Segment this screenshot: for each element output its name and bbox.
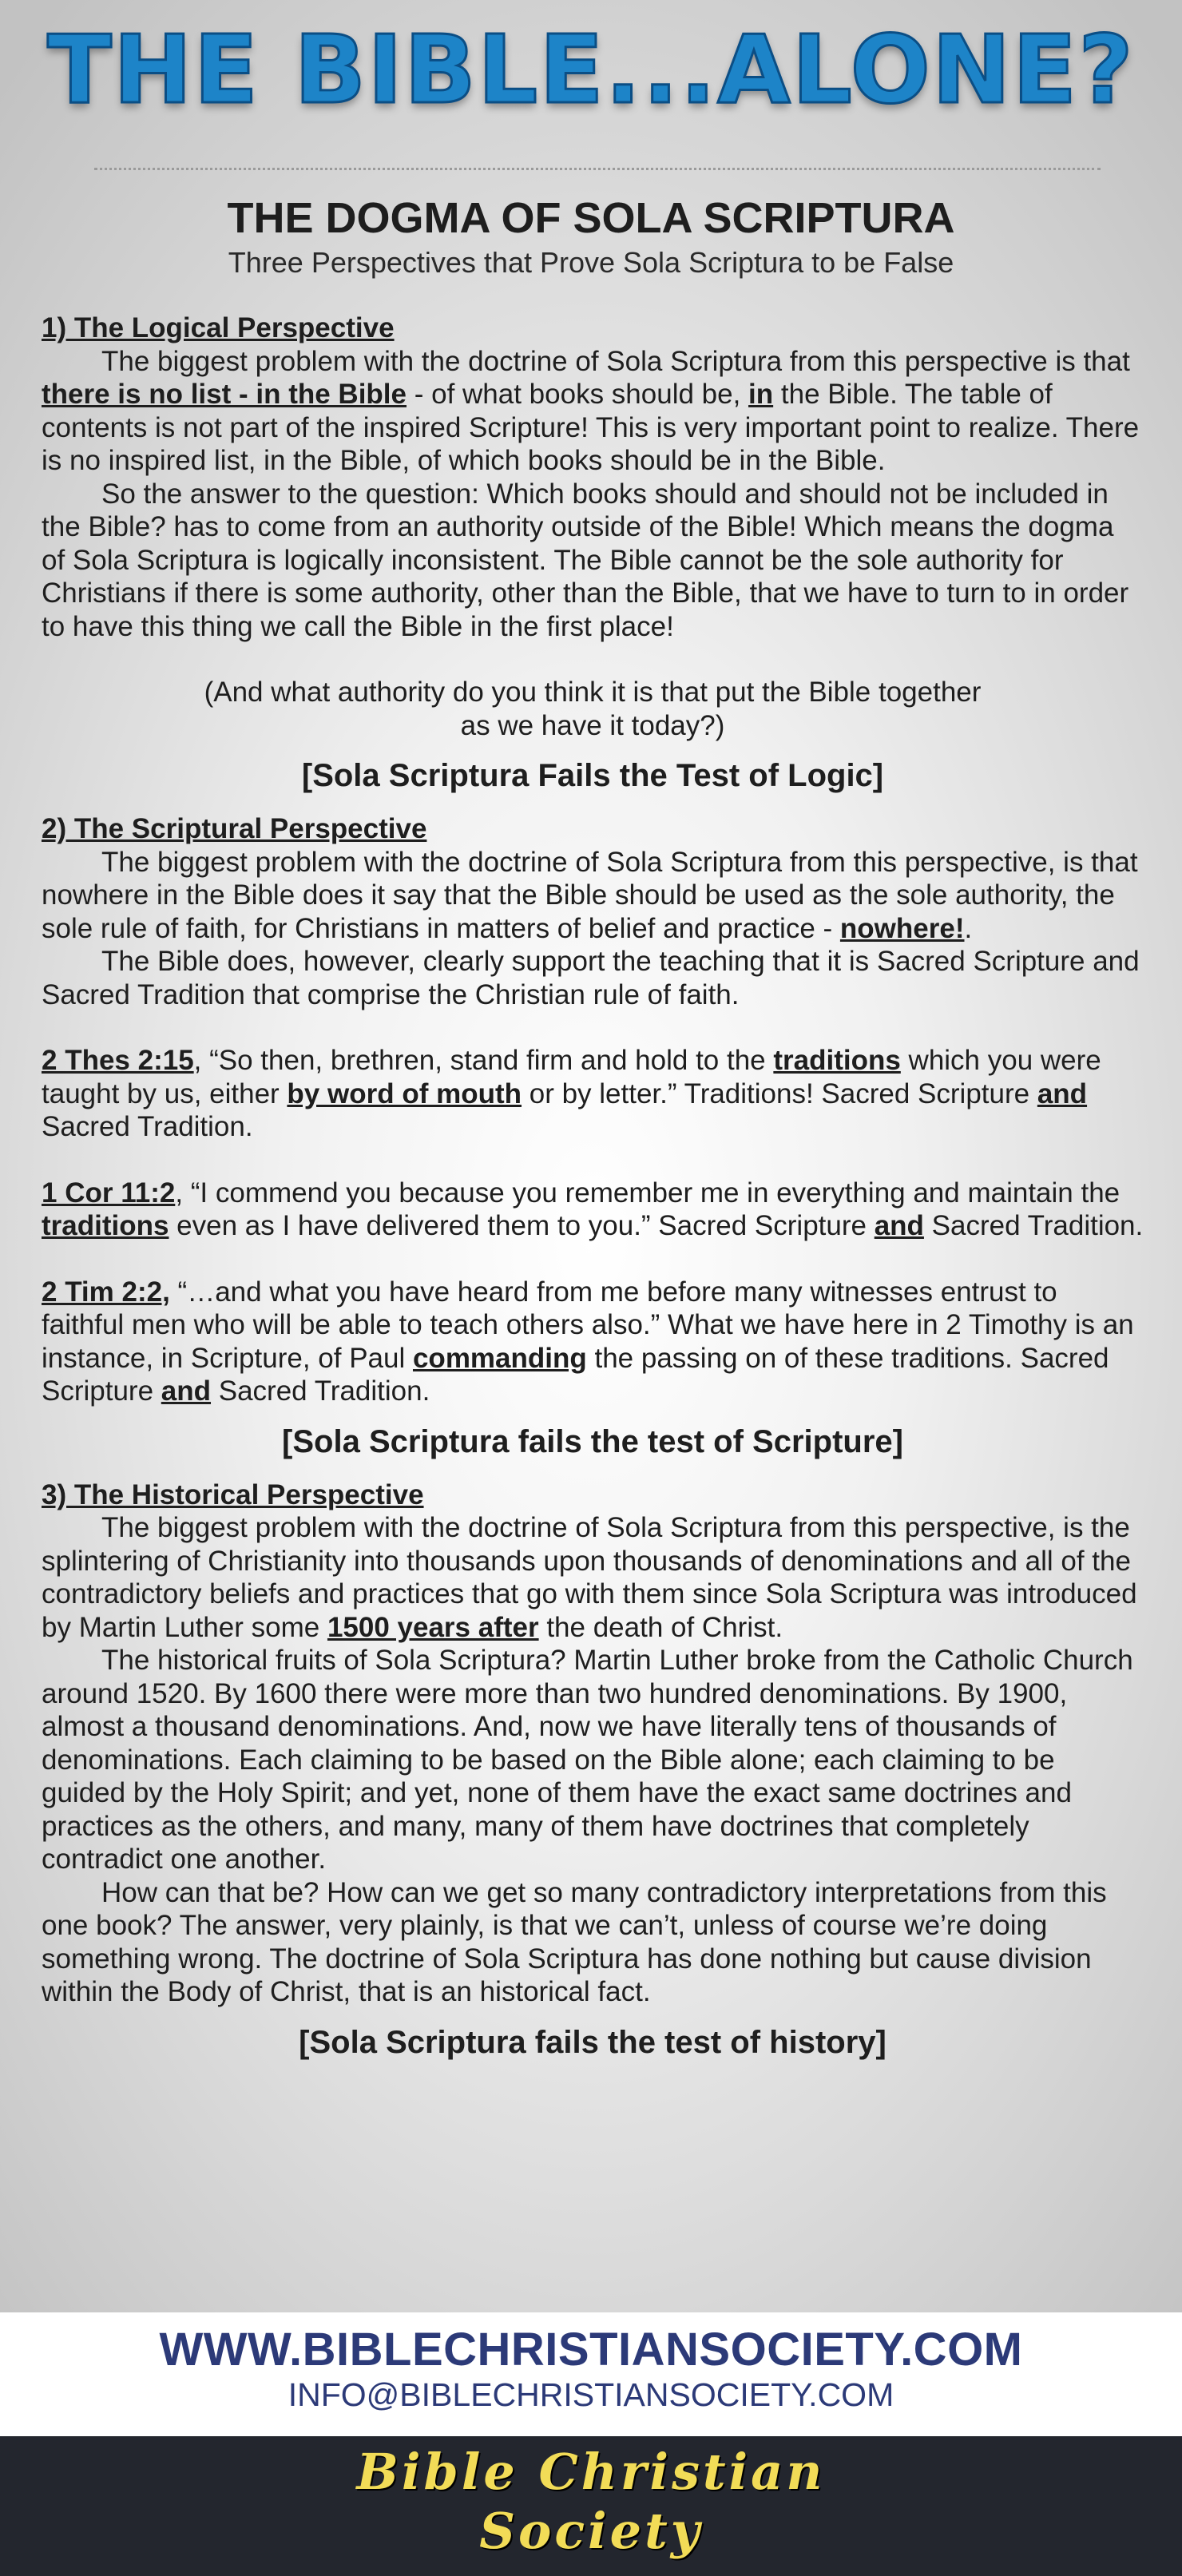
verse-2-tim bbox=[42, 1276, 1144, 1408]
emphasis: by word of mouth bbox=[287, 1078, 522, 1109]
rhetorical-question-line-1: (And what authority do you think it is that put the Bible together bbox=[204, 677, 982, 708]
text: the passing on of these traditions. Sacred Scripture bbox=[42, 1342, 1109, 1407]
emphasis: and bbox=[1037, 1078, 1088, 1109]
section-2-heading bbox=[42, 812, 1144, 846]
page-title: THE DOGMA OF SOLA SCRIPTURA bbox=[227, 194, 955, 242]
rhetorical-question-line-2: as we have it today?) bbox=[460, 709, 725, 741]
section-1-heading bbox=[42, 312, 1144, 345]
verse-2-thes bbox=[42, 1044, 1144, 1144]
text: Sacred Tradition. bbox=[42, 1111, 253, 1142]
text: The biggest problem with the doctrine of Sola Scriptura from this perspective is that bbox=[101, 345, 1130, 377]
article-body bbox=[42, 312, 1144, 2079]
section-heading: 2) The Scriptural Perspective bbox=[42, 813, 427, 844]
section-1-paragraph-2: So the answer to the question: Which books should and should not be included in the Bible? has to come from an authority outside of the Bible! Which means the dogma of Sola Scriptura is logically inconsistent. The Bible cannot be the sole authority for Christians if there is some authority, other than the Bible, that we have to turn to in order to have this thing we call the Bible in the first place! bbox=[42, 478, 1129, 642]
verse-reference: 2 Thes 2:15 bbox=[42, 1045, 194, 1076]
section-heading: 3) The Historical Perspective bbox=[42, 1479, 424, 1510]
section-3-paragraph-1 bbox=[42, 1511, 1144, 1644]
text: , “So then, brethren, stand firm and hold to the bbox=[193, 1045, 774, 1076]
text: the Bible. The table of contents is not part of the inspired Scripture! This is very important point to realize. There is no inspired list, in the Bible, of which books should be in the Bible. bbox=[42, 379, 1140, 476]
section-2-paragraph-2: The Bible does, however, clearly support the teaching that it is Sacred Scripture and Sacred Tradition that comprise the Christian rule of faith. bbox=[42, 946, 1140, 1010]
verse-reference: 2 Tim 2:2, bbox=[42, 1276, 170, 1308]
page-subtitle: Three Perspectives that Prove Sola Scriptura to be False bbox=[228, 246, 954, 279]
emphasis: nowhere! bbox=[839, 912, 965, 944]
spacer bbox=[42, 643, 1144, 676]
emphasis: and bbox=[161, 1375, 212, 1407]
text: the death of Christ. bbox=[538, 1611, 783, 1643]
spacer bbox=[42, 1144, 1144, 1177]
logo-line-1: Bible Christian bbox=[356, 2443, 826, 2501]
logo-line-2: Society bbox=[479, 2502, 703, 2560]
text: The biggest problem with the doctrine of Sola Scriptura from this perspective, is the splintering of Christianity into thousands upon thousands of denominations and all of the contradictory beliefs and practices that go with them since Sola Scriptura was introduced by Martin Luther some bbox=[42, 1512, 1137, 1643]
section-3-verdict: [Sola Scriptura fails the test of history] bbox=[299, 2024, 886, 2060]
section-1-verdict: [Sola Scriptura Fails the Test of Logic] bbox=[301, 758, 884, 793]
dotted-divider bbox=[94, 168, 1101, 170]
section-3-paragraph-2: The historical fruits of Sola Scriptura? Martin Luther broke from the Catholic Church around 1520. By 1600 there were more than two hundred denominations. By 1900, almost a thousand denominations. And, now we have literally tens of thousands of denominations. Each claiming to be based on the Bible alone; each claiming to be guided by the Holy Spirit; and yet, none of them have the exact same doctrines and practices as the others, and many, many of them have doctrines that completely contradict one another. bbox=[42, 1645, 1133, 1875]
emphasis: and bbox=[874, 1210, 924, 1241]
logo-footer bbox=[0, 2436, 1182, 2576]
spacer bbox=[42, 1011, 1144, 1044]
text: The biggest problem with the doctrine of Sola Scriptura from this perspective, is that nowhere in the Bible does it say that the Bible should be used as the sole authority, the sole rule of faith, for Christians in matters of belief and practice - bbox=[42, 846, 1138, 944]
text: or by letter.” Traditions! Sacred Scripture bbox=[522, 1078, 1037, 1109]
section-heading: 1) The Logical Perspective bbox=[42, 312, 395, 343]
banner bbox=[0, 0, 1182, 160]
section-2-verdict: [Sola Scriptura fails the test of Scripture] bbox=[282, 1423, 903, 1459]
spacer bbox=[42, 1243, 1144, 1276]
text: , “I commend you because you remember me in everything and maintain the bbox=[175, 1177, 1121, 1209]
emphasis: in bbox=[748, 379, 774, 410]
verse-reference: 1 Cor 11:2 bbox=[42, 1177, 176, 1209]
emphasis: there is no list - in the Bible bbox=[42, 379, 407, 410]
text: even as I have delivered them to you.” Sacred Scripture bbox=[169, 1210, 875, 1241]
emphasis: traditions bbox=[773, 1045, 901, 1076]
section-3-heading bbox=[42, 1479, 1144, 1512]
text: which you were taught by us, either bbox=[42, 1045, 1101, 1109]
text: Sacred Tradition. bbox=[923, 1210, 1144, 1241]
banner-title: THE BIBLE...ALONE? bbox=[47, 14, 1135, 125]
emphasis: commanding bbox=[412, 1342, 587, 1374]
website-link[interactable]: WWW.BIBLECHRISTIANSOCIETY.COM bbox=[159, 2324, 1023, 2376]
emphasis: 1500 years after bbox=[327, 1611, 539, 1643]
section-2-paragraph-1 bbox=[42, 846, 1144, 946]
section-3-paragraph-3: How can that be? How can we get so many contradictory interpretations from this one book? The answer, very plainly, is that we can’t, unless of course we’re doing something wrong. The doctrine of Sola Scriptura has done nothing but cause division within the Body of Christ, that is an historical fact. bbox=[42, 1876, 1107, 2007]
text: Sacred Tradition. bbox=[211, 1375, 430, 1407]
verse-1-cor bbox=[42, 1177, 1144, 1243]
text: “…and what you have heard from me before many witnesses entrust to faithful men who will be able to teach others also.” What we have here in 2 Timothy is an instance, in Scripture, of Paul bbox=[42, 1276, 1134, 1374]
section-1-paragraph-1 bbox=[42, 345, 1144, 478]
text: . bbox=[964, 912, 973, 944]
email-link[interactable]: INFO@BIBLECHRISTIANSOCIETY.COM bbox=[288, 2376, 894, 2413]
emphasis: traditions bbox=[42, 1210, 169, 1241]
text: - of what books should be, bbox=[407, 379, 749, 410]
